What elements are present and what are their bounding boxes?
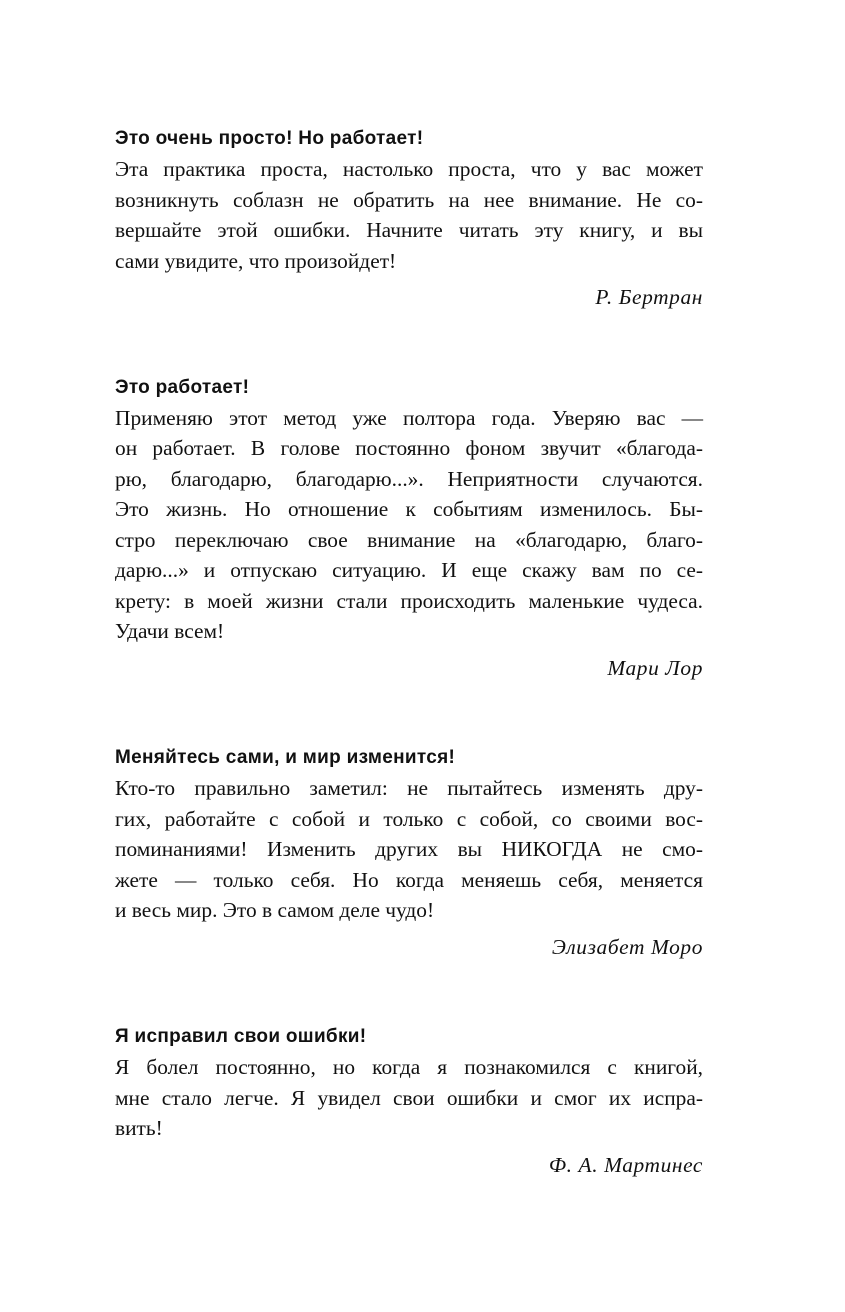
text-line: дарю...» и отпускаю ситуацию. И еще скажу вам по се-	[115, 558, 703, 582]
text-line: возникнуть соблазн не обратить на нее внимание. Не со-	[115, 187, 703, 212]
testimonial-author: Р. Бертран	[595, 285, 703, 309]
testimonial	[115, 373, 703, 684]
text-line: Эта практика проста, настолько проста, что у вас может	[115, 157, 703, 181]
testimonial-text	[115, 154, 703, 276]
text-line: вершайте этой ошибки. Начните читать эту книгу, и вы	[115, 218, 703, 242]
text-line: и весь мир. Это в самом деле чудо!	[115, 898, 435, 922]
text-line: Применяю этот метод уже полтора года. Уверяю вас —	[115, 405, 703, 430]
text-line: жете — только себя. Но когда меняешь себя, меняется	[115, 867, 703, 892]
text-line: рю, благодарю, благодарю...». Неприятности случаются.	[115, 466, 703, 491]
text-line: Я болел постоянно, но когда я познакомился с книгой,	[115, 1055, 703, 1079]
text-line: крету: в моей жизни стали происходить маленькие чудеса.	[115, 588, 703, 613]
testimonial	[115, 1022, 703, 1180]
text-line: вить!	[115, 1116, 163, 1140]
testimonial-text	[115, 773, 703, 926]
testimonial-title: Это очень просто! Но работает!	[115, 128, 424, 149]
testimonial-author: Ф. А. Мартинес	[548, 1152, 703, 1177]
text-line: Удачи всем!	[115, 619, 225, 643]
text-line: гих, работайте с собой и только с собой, со своими вос-	[115, 806, 703, 831]
text-line: поминаниями! Изменить других вы НИКОГДА не смо-	[115, 837, 703, 861]
text-line: Это жизнь. Но отношение к событиям изменилось. Бы-	[115, 497, 703, 521]
testimonial-text	[115, 1052, 703, 1144]
testimonial-title: Это работает!	[115, 376, 250, 398]
testimonial-title: Я исправил свои ошибки!	[115, 1026, 367, 1047]
testimonial-author: Мари Лор	[607, 655, 703, 680]
text-line: он работает. В голове постоянно фоном звучит «благода-	[115, 436, 703, 460]
text-line: сами увидите, что произойдет!	[115, 248, 397, 273]
text-line: мне стало легче. Я увидел свои ошибки и смог их испра-	[115, 1085, 703, 1110]
testimonial-title: Меняйтесь сами, и мир изменится!	[115, 747, 456, 768]
testimonial	[115, 124, 703, 313]
testimonial-text	[115, 403, 703, 647]
testimonial-author: Элизабет Моро	[551, 934, 703, 959]
page-content	[115, 124, 703, 1180]
text-line: стро переключаю свое внимание на «благодарю, благо-	[115, 527, 703, 552]
text-line: Кто-то правильно заметил: не пытайтесь изменять дру-	[115, 776, 703, 800]
testimonial	[115, 743, 703, 962]
